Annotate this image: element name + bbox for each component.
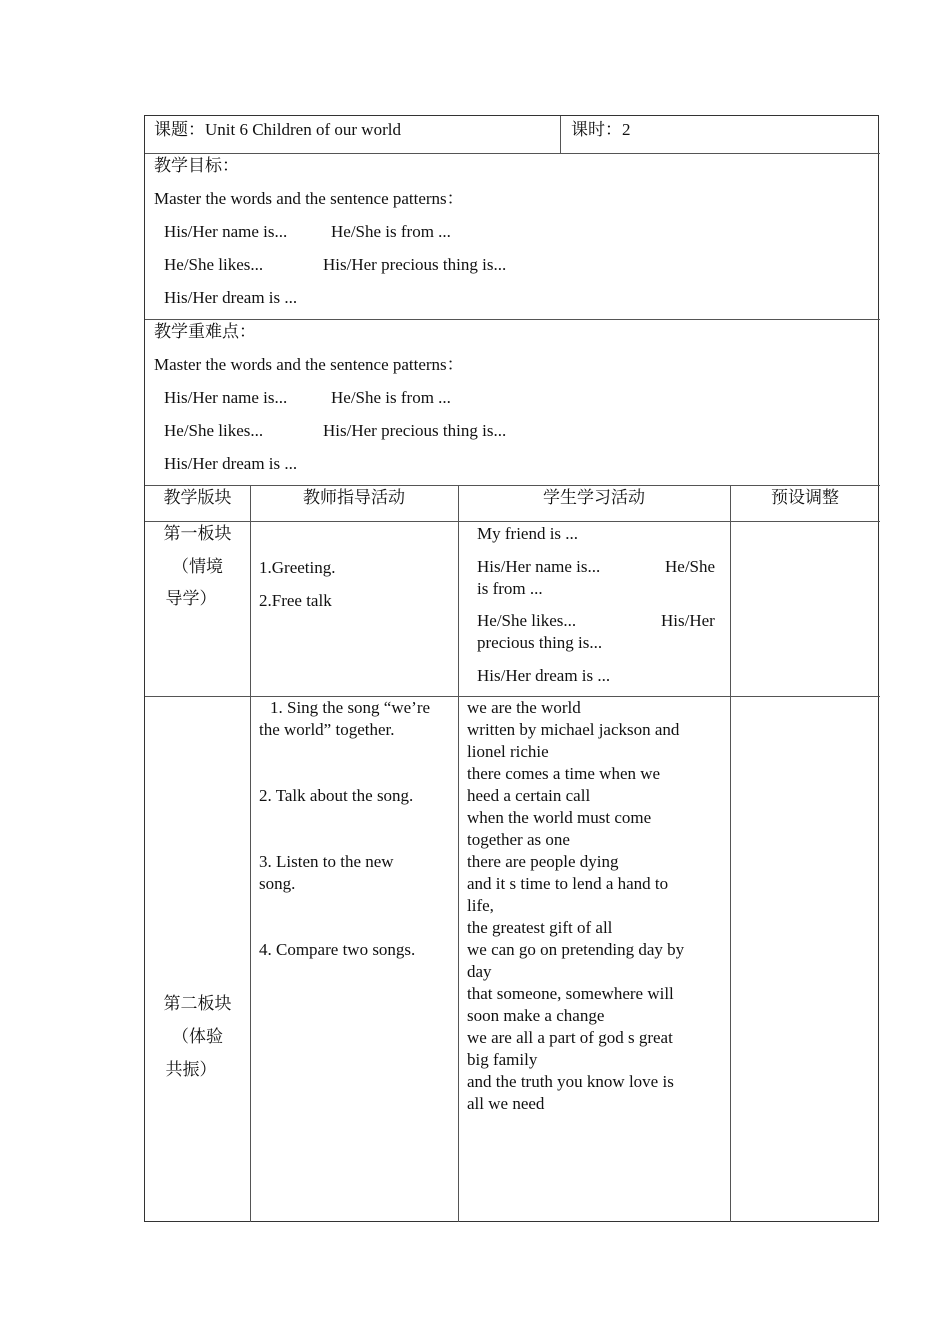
lyric-line: life,: [467, 896, 494, 915]
key-points-pattern: His/Her dream is ...: [164, 454, 298, 473]
row-divider: [145, 319, 880, 320]
block1-student-activity: His/Her dream is ...: [477, 666, 611, 685]
block2-teacher-activity: 3. Listen to the new: [259, 852, 394, 871]
lyric-line: we are the world: [467, 698, 581, 717]
lyric-line: that someone, somewhere will: [467, 984, 674, 1003]
lyric-line: there comes a time when we: [467, 764, 661, 783]
objectives-pattern: He/She is from ...: [331, 222, 451, 241]
lyric-line: day: [467, 962, 492, 981]
objectives-pattern: His/Her dream is ...: [164, 288, 298, 307]
row-divider: [145, 485, 880, 486]
lesson-period: 课时：2: [571, 120, 631, 139]
col-divider: [560, 116, 561, 153]
block2-teacher-activity: the world” together.: [259, 720, 395, 739]
block1-student-activity: His/Her name is...: [477, 557, 601, 576]
col-divider: [458, 485, 459, 1222]
block1-student-activity: He/She: [665, 557, 716, 576]
lyric-line: written by michael jackson and: [467, 720, 680, 739]
lyric-line: big family: [467, 1050, 538, 1069]
song-lyrics: [467, 697, 727, 1115]
block2-name: 共振）: [165, 1060, 217, 1079]
lesson-plan-table: [144, 115, 879, 1222]
column-header-student: 学生学习活动: [543, 488, 645, 507]
block1-teacher-activity: 1.Greeting.: [259, 558, 336, 577]
objectives-pattern: His/Her name is...: [164, 222, 288, 241]
key-points-pattern: His/Her name is...: [164, 388, 288, 407]
lyric-line: and it s time to lend a hand to: [467, 874, 669, 893]
lyric-line: together as one: [467, 830, 570, 849]
block1-student-activity: He/She likes...: [477, 611, 577, 630]
block1-name: 导学）: [165, 589, 217, 608]
key-points-pattern: He/She is from ...: [331, 388, 451, 407]
lyric-line: soon make a change: [467, 1006, 605, 1025]
block1-student-activity: His/Her: [661, 611, 715, 630]
row-divider: [145, 153, 880, 154]
key-points-intro: Master the words and the sentence patterns：: [154, 355, 464, 374]
block2-teacher-activity: song.: [259, 874, 296, 893]
objectives-pattern: He/She likes...: [164, 255, 264, 274]
block2-teacher-activity: 2. Talk about the song.: [259, 786, 414, 805]
row-divider: [145, 521, 880, 522]
col-divider: [250, 485, 251, 1222]
objectives-pattern: His/Her precious thing is...: [323, 255, 507, 274]
lyric-line: the greatest gift of all: [467, 918, 613, 937]
key-points-pattern: He/She likes...: [164, 421, 264, 440]
lyric-line: we are all a part of god s great: [467, 1028, 673, 1047]
lesson-topic: 课题：Unit 6 Children of our world: [154, 120, 401, 139]
objectives-intro: Master the words and the sentence patterns：: [154, 189, 464, 208]
column-header-adjust: 预设调整: [771, 488, 839, 507]
block2-name: 第二板块: [163, 994, 232, 1013]
lyric-line: heed a certain call: [467, 786, 591, 805]
block1-teacher-activity: 2.Free talk: [259, 591, 332, 610]
column-header-teacher: 教师指导活动: [303, 488, 405, 507]
col-divider: [730, 485, 731, 1222]
block1-student-activity: is from ...: [477, 579, 543, 598]
lyric-line: and the truth you know love is: [467, 1072, 674, 1091]
block1-name: （情境: [172, 557, 223, 576]
block2-teacher-activity: 1. Sing the song “we’re: [270, 698, 431, 717]
lyric-line: when the world must come: [467, 808, 652, 827]
key-points-label: 教学重难点：: [154, 322, 256, 341]
block2-teacher-activity: 4. Compare two songs.: [259, 940, 416, 959]
block1-student-activity: precious thing is...: [477, 633, 603, 652]
block1-name: 第一板块: [163, 524, 232, 543]
lyric-line: we can go on pretending day by: [467, 940, 685, 959]
column-header-section: 教学版块: [163, 488, 232, 507]
objectives-label: 教学目标：: [154, 156, 239, 175]
lyric-line: all we need: [467, 1094, 545, 1113]
lyric-line: there are people dying: [467, 852, 619, 871]
block2-name: （体验: [172, 1027, 223, 1046]
key-points-pattern: His/Her precious thing is...: [323, 421, 507, 440]
block1-student-activity: My friend is ...: [477, 524, 579, 543]
lyric-line: lionel richie: [467, 742, 549, 761]
